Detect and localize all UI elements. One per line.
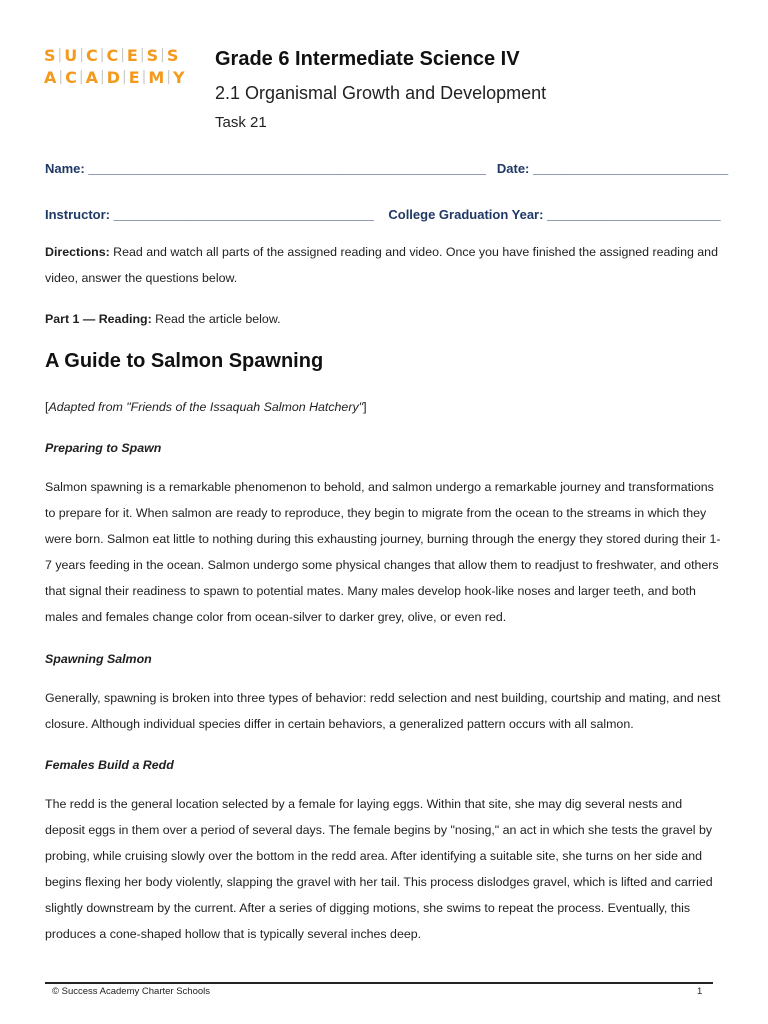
logo-letter: E: [126, 45, 138, 65]
logo-letter: C: [106, 45, 119, 65]
logo-letter: Y: [172, 67, 185, 87]
logo-letter: S: [44, 45, 56, 65]
directions-paragraph: [45, 239, 725, 291]
part1-label: Part 1 — Reading:: [45, 312, 152, 326]
part1-text: Read the article below.: [151, 312, 281, 326]
logo-letter: S: [166, 45, 179, 65]
task-label: Task 21: [215, 114, 267, 131]
course-title: Grade 6 Intermediate Science IV: [215, 48, 520, 70]
unit-subtitle: 2.1 Organismal Growth and Development: [215, 83, 547, 103]
part1-paragraph: [45, 306, 725, 332]
logo-letter: E: [128, 67, 140, 87]
section-body: The redd is the general location selected by a female for laying eggs. Within that site, she may dig several nests and deposit eggs in them over a period of several days. The female begins by "nosing," an act in which she tests the gravel by probing, while cruising slowly over the bottom in the redd area. After identifying a suitable site, she turns on her side and begins flexing her body violently, slapping the gravel with her tail. This process dislodges gravel, which is lifted and carried slightly downstream by the current. After a series of digging motions, she swims to repeat the process. Eventually, this produces a cone-shaped hollow that is typically several inches deep.: [45, 797, 713, 941]
date-label: Date:: [496, 161, 530, 176]
success-academy-logo: [44, 44, 185, 88]
logo-row-academy: A | C | A | D | E | M | Y: [44, 67, 185, 87]
article-source: [45, 394, 725, 420]
section-body: Generally, spawning is broken into three types of behavior: redd selection and nest building, courtship and mating, and nest closure. Although individual species differ in certain behaviors, a generalized pattern occurs with all salmon.: [45, 691, 721, 731]
logo-letter: M: [148, 67, 165, 87]
footer-divider: [45, 982, 713, 984]
footer-copyright: © Success Academy Charter Schools: [52, 986, 211, 997]
name-date-row: [45, 161, 728, 176]
logo-row-success: S | U | C | C | E | S | S: [44, 45, 179, 65]
directions-label: Directions:: [45, 245, 110, 259]
logo-letter: U: [64, 45, 78, 65]
section-body: Salmon spawning is a remarkable phenomenon to behold, and salmon undergo a remarkable journey and transformations to prepare for it. When salmon are ready to reproduce, they begin to migrate from the ocean to the streams in which they were born. Salmon eat little to nothing during this exhausting journey, burning through the energy they stored during their 1-7 years feeding in the ocean. Salmon undergo some physical changes that allow them to readjust to freshwater, and others that signal their readiness to spawn to potential mates. Many males develop hook-like noses and larger teeth, and both males and females change color from ocean-silver to darker grey, olive, or even red.: [45, 480, 721, 624]
name-field[interactable]: _______________________________________________________: [88, 161, 487, 176]
instructor-label: Instructor:: [45, 207, 110, 222]
logo-letter: A: [85, 67, 98, 87]
logo-letter: D: [106, 67, 120, 87]
instructor-grad-row: [45, 207, 721, 222]
source-text: Adapted from "Friends of the Issaquah Salmon Hatchery": [48, 400, 364, 414]
grad-year-field[interactable]: ________________________: [547, 207, 721, 222]
article-title: A Guide to Salmon Spawning: [45, 350, 324, 372]
logo-letter: C: [85, 45, 98, 65]
name-label: Name:: [45, 161, 85, 176]
logo-letter: A: [44, 67, 57, 87]
logo-letter: S: [146, 45, 159, 65]
source-bracket-open: [: [45, 400, 49, 414]
page-number: 1: [697, 986, 703, 997]
section-heading: Preparing to Spawn: [45, 441, 162, 455]
section-heading: Females Build a Redd: [45, 758, 174, 772]
source-bracket-close: ]: [363, 400, 367, 414]
logo-letter: C: [65, 67, 77, 87]
date-field[interactable]: ___________________________: [533, 161, 729, 176]
section-heading: Spawning Salmon: [45, 652, 152, 666]
directions-text: Read and watch all parts of the assigned reading and video. Once you have finished the assigned reading and video, answer the questions below.: [45, 245, 718, 285]
grad-year-label: College Graduation Year:: [388, 207, 544, 222]
instructor-field[interactable]: ____________________________________: [113, 207, 374, 222]
